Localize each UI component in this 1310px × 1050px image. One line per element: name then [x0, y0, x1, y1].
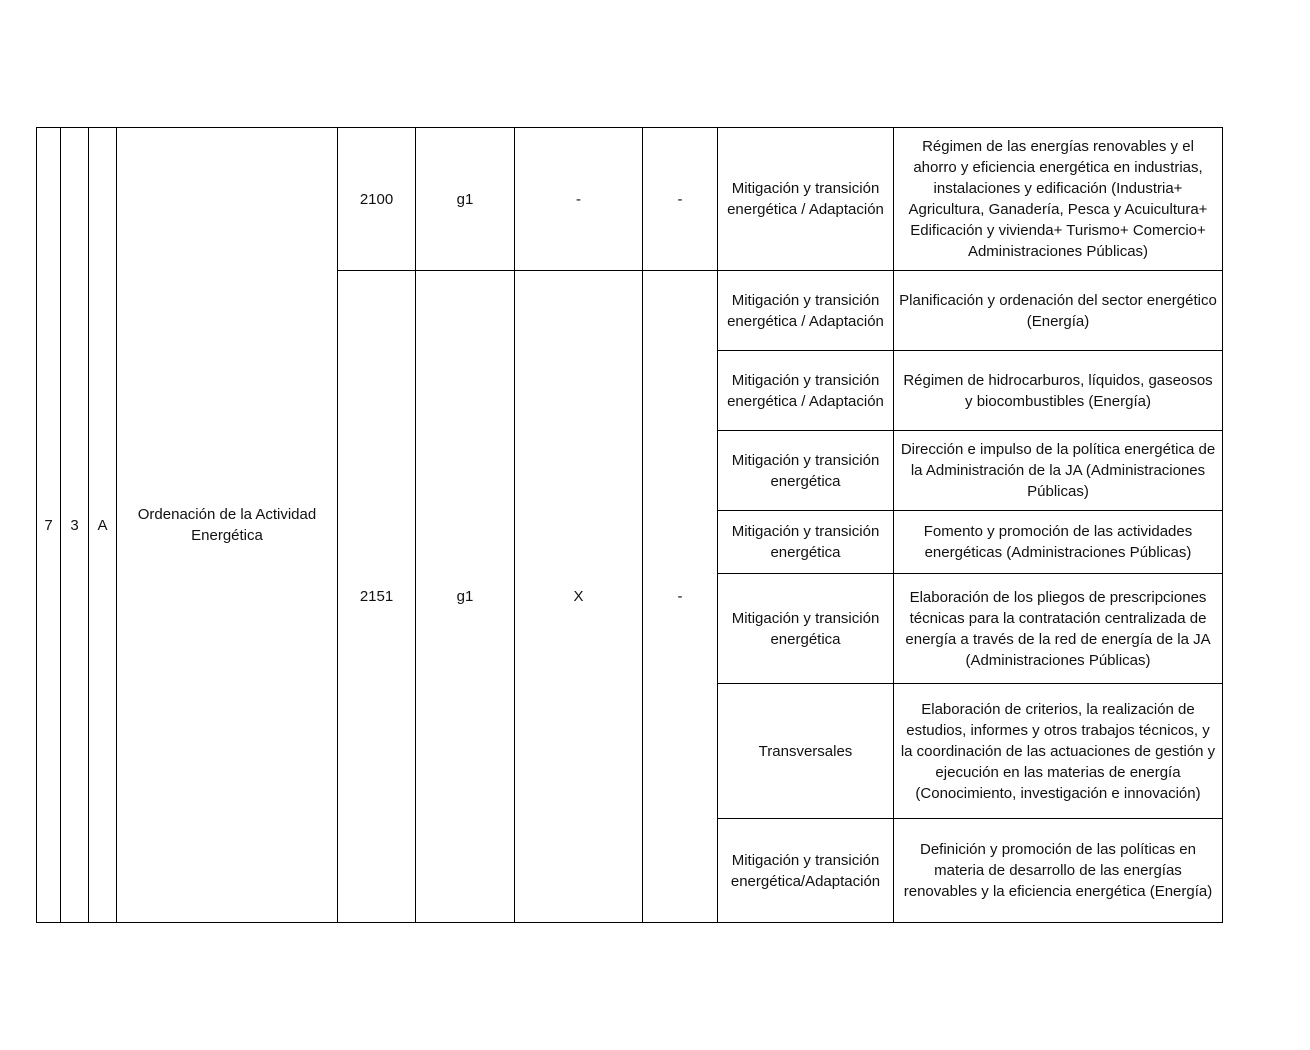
scope-cell: Mitigación y transición energética / Adaptación — [718, 351, 894, 431]
energy-activity-table — [36, 127, 1223, 923]
action-cell: Régimen de hidrocarburos, líquidos, gaseosos y biocombustibles (Energía) — [894, 351, 1223, 431]
status-cell: - — [643, 271, 718, 923]
status-cell: - — [643, 128, 718, 271]
action-cell: Elaboración de criterios, la realización de estudios, informes y otros trabajos técnicos, y la coordinación de las actuaciones de gestión y ejecución en las materias de energía (Conocimiento, investigación e innovación) — [894, 684, 1223, 819]
scope-cell: Mitigación y transición energética — [718, 511, 894, 574]
action-cell: Definición y promoción de las políticas en materia de desarrollo de las energías renovables y la eficiencia energética (Energía) — [894, 819, 1223, 923]
type-cell: g1 — [416, 271, 515, 923]
action-cell: Régimen de las energías renovables y el ahorro y eficiencia energética en industrias, instalaciones y edificación (Industria+ Agricultura, Ganadería, Pesca y Acuicultura+ Edificación y vivienda+ Turismo+ Comercio+ Administraciones Públicas) — [894, 128, 1223, 271]
mark-cell: X — [515, 271, 643, 923]
type-cell: g1 — [416, 128, 515, 271]
mark-cell: - — [515, 128, 643, 271]
scope-cell: Mitigación y transición energética/Adaptación — [718, 819, 894, 923]
scope-cell: Mitigación y transición energética / Adaptación — [718, 128, 894, 271]
action-cell: Dirección e impulso de la política energética de la Administración de la JA (Administraciones Públicas) — [894, 431, 1223, 511]
scope-cell: Mitigación y transición energética — [718, 574, 894, 684]
group-number-a: 7 — [37, 128, 61, 923]
scope-cell: Transversales — [718, 684, 894, 819]
group-letter: A — [89, 128, 117, 923]
program-name: Ordenación de la Actividad Energética — [117, 128, 338, 923]
table-row — [37, 128, 1223, 271]
group-number-b: 3 — [61, 128, 89, 923]
action-cell: Elaboración de los pliegos de prescripciones técnicas para la contratación centralizada de energía a través de la red de energía de la JA (Administraciones Públicas) — [894, 574, 1223, 684]
action-cell: Fomento y promoción de las actividades energéticas (Administraciones Públicas) — [894, 511, 1223, 574]
code-cell: 2151 — [338, 271, 416, 923]
scope-cell: Mitigación y transición energética / Adaptación — [718, 271, 894, 351]
scope-cell: Mitigación y transición energética — [718, 431, 894, 511]
code-cell: 2100 — [338, 128, 416, 271]
action-cell: Planificación y ordenación del sector energético (Energía) — [894, 271, 1223, 351]
